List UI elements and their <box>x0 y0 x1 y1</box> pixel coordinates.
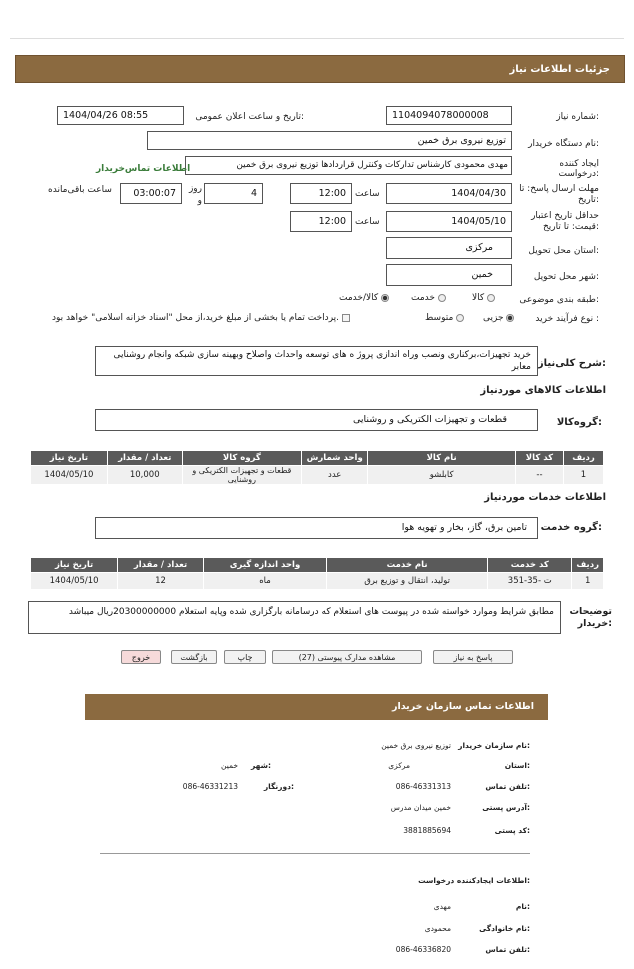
remaining-time-field: 03:00:07 <box>120 183 182 204</box>
days-remaining-field: 4 <box>204 183 263 204</box>
contact-address-label: آدرس پستی: <box>482 803 530 812</box>
services-cell-qty: 12 <box>118 573 204 590</box>
goods-cell-date: 1404/05/10 <box>31 466 108 485</box>
goods-table <box>30 450 604 485</box>
validity-label: حداقل تاریخ اعتبار قیمت: تا تاریخ: <box>531 211 599 232</box>
contact-phone-label: تلفن تماس: <box>485 782 530 791</box>
radio-icon <box>487 294 495 302</box>
category-option-goods[interactable] <box>472 293 495 303</box>
goods-col-code: کد کالا <box>515 451 563 466</box>
contact-address-value: خمین میدان مدرس <box>390 803 451 812</box>
contact-fax-label: دورنگار: <box>263 782 294 791</box>
city-label: شهر محل تحویل: <box>533 272 599 282</box>
province-field: مرکزی <box>386 237 512 259</box>
checkbox-icon <box>342 314 350 322</box>
contact-phone-value: 086-46331313 <box>395 782 451 791</box>
services-cell-code: ت -35-351 <box>488 573 572 590</box>
category-option-goods-service-label: کالا/خدمت <box>339 293 379 303</box>
treasury-payment-option[interactable] <box>52 313 350 323</box>
category-option-service[interactable] <box>411 293 446 303</box>
back-button[interactable]: بازگشت <box>171 650 217 664</box>
days-label: روز و <box>188 184 202 206</box>
services-col-unit: واحد اندازه گیری <box>203 558 326 573</box>
category-option-goods-service[interactable] <box>339 293 389 303</box>
contact-city-label: شهر: <box>251 761 271 770</box>
services-cell-unit: ماه <box>203 573 326 590</box>
notes-label: توضیحات خریدار: <box>569 606 612 629</box>
services-cell-name: تولید، انتقال و توزیع برق <box>327 573 488 590</box>
contact-province-value: مرکزی <box>388 761 410 770</box>
services-group-field: تامین برق، گاز، بخار و تهویه هوا <box>95 517 538 539</box>
services-table-header <box>31 558 604 573</box>
top-divider <box>10 38 624 39</box>
services-cell-row: 1 <box>572 573 604 590</box>
province-label: استان محل تحویل: <box>528 246 599 256</box>
page-header: جزئیات اطلاعات نیاز <box>15 55 625 83</box>
creator-last-name-value: محمودی <box>424 924 451 933</box>
deadline-date-field: 1404/04/30 <box>386 183 512 204</box>
process-option-minor[interactable] <box>483 313 514 323</box>
radio-icon <box>438 294 446 302</box>
services-col-date: تاریخ نیاز <box>31 558 118 573</box>
announce-label: تاریخ و ساعت اعلان عمومی: <box>195 112 304 122</box>
process-option-minor-label: جزیی <box>483 313 504 323</box>
goods-col-group: گروه کالا <box>182 451 301 466</box>
goods-table-header <box>31 451 604 466</box>
city-field: خمین <box>386 264 512 286</box>
contact-divider <box>100 853 530 854</box>
need-number-field: 1104094078000008 <box>386 106 512 125</box>
services-group-label: گروه خدمت: <box>540 522 602 533</box>
process-label: نوع فرآیند خرید : <box>535 314 599 324</box>
radio-selected-icon <box>506 314 514 322</box>
radio-icon <box>456 314 464 322</box>
creator-first-name-value: مهدی <box>433 902 451 911</box>
goods-col-unit: واحد شمارش <box>302 451 368 466</box>
announce-field: 1404/04/26 08:55 <box>57 106 184 125</box>
goods-cell-qty: 10,000 <box>107 466 182 485</box>
category-label: طبقه بندی موضوعی: <box>519 295 599 305</box>
view-attachments-button[interactable]: مشاهده مدارک پیوستی (27) <box>272 650 422 664</box>
notes-field: مطابق شرایط وموارد خواسته شده در پیوست های استعلام که درسامانه بارگزاری شده وپایه استعلام 20300000000ریال میباشد <box>28 601 561 634</box>
contact-org-value: توزیع نیروی برق خمین <box>381 741 451 750</box>
reply-button[interactable]: پاسخ به نیاز <box>433 650 513 664</box>
goods-group-label: گروه‌کالا: <box>556 417 602 428</box>
contact-org-label: نام سازمان خریدار: <box>458 741 530 750</box>
radio-selected-icon <box>381 294 389 302</box>
buyer-field: توزیع نیروی برق خمین <box>147 131 512 150</box>
goods-section-title: اطلاعات کالاهای موردنیاز <box>480 385 606 396</box>
goods-col-name: نام کالا <box>368 451 516 466</box>
goods-cell-group: قطعات و تجهیزات الکتریکی و روشنایی <box>182 466 301 485</box>
services-col-code: کد خدمت <box>488 558 572 573</box>
print-button[interactable]: چاپ <box>224 650 266 664</box>
goods-cell-row: 1 <box>564 466 604 485</box>
process-option-medium[interactable] <box>425 313 464 323</box>
exit-button[interactable]: خروج <box>121 650 161 664</box>
contact-province-label: استان: <box>504 761 530 770</box>
contact-city-value: خمین <box>221 761 238 770</box>
goods-col-row: ردیف <box>564 451 604 466</box>
creator-info-title: اطلاعات ایجادکننده درخواست: <box>418 876 530 885</box>
buyer-label: نام دستگاه خریدار: <box>528 139 599 149</box>
creator-last-name-label: نام خانوادگی: <box>479 924 530 933</box>
goods-group-field: قطعات و تجهیزات الکتریکی و روشنایی <box>95 409 538 431</box>
deadline-time-label: ساعت <box>355 189 380 199</box>
validity-time-field: 12:00 <box>290 211 352 232</box>
need-number-label: شماره نیاز: <box>556 112 599 122</box>
services-col-row: ردیف <box>572 558 604 573</box>
creator-label: ایجاد کننده درخواست: <box>558 159 599 179</box>
category-option-service-label: خدمت <box>411 293 435 303</box>
table-row <box>31 573 604 590</box>
services-table <box>30 557 604 590</box>
category-option-goods-label: کالا <box>472 293 485 303</box>
goods-col-qty: تعداد / مقدار <box>107 451 182 466</box>
services-cell-date: 1404/05/10 <box>31 573 118 590</box>
creator-first-name-label: نام: <box>515 902 530 911</box>
goods-cell-code: -- <box>515 466 563 485</box>
summary-field: خرید تجهیزات،برکناری ونصب وراه اندازی پروژ ه های توسعه واحداث واصلاح وبهینه سازی شبکه وانجام روشنایی معابر <box>95 346 538 376</box>
creator-phone-label: تلفن تماس: <box>485 945 530 954</box>
goods-cell-name: کابلشو <box>368 466 516 485</box>
contact-fax-value: 086-46331213 <box>182 782 238 791</box>
remaining-label: ساعت باقی‌مانده <box>48 185 112 195</box>
process-option-medium-label: متوسط <box>425 313 454 323</box>
goods-col-date: تاریخ نیاز <box>31 451 108 466</box>
services-col-qty: تعداد / مقدار <box>118 558 204 573</box>
services-section-title: اطلاعات خدمات موردنیاز <box>484 492 606 503</box>
creator-field: مهدی محمودی کارشناس تدارکات وکنترل قراردادها توزیع نیروی برق خمین <box>185 156 512 175</box>
buyer-contact-link[interactable]: اطلاعات تماس‌خریدار <box>96 164 191 174</box>
treasury-payment-note: پرداخت تمام یا بخشی از مبلغ خرید،از محل "اسناد خزانه اسلامی" خواهد بود. <box>52 313 340 323</box>
table-row <box>31 466 604 485</box>
validity-time-label: ساعت <box>355 217 380 227</box>
deadline-label: مهلت ارسال پاسخ: تا تاریخ: <box>519 184 599 205</box>
contact-section-header: اطلاعات تماس سازمان خریدار <box>85 694 548 720</box>
contact-postal-value: 3881885694 <box>403 826 451 835</box>
deadline-time-field: 12:00 <box>290 183 352 204</box>
contact-postal-label: کد پستی: <box>494 826 530 835</box>
services-col-name: نام خدمت <box>327 558 488 573</box>
creator-phone-value: 086-46336820 <box>395 945 451 954</box>
summary-label: شرح کلی‌نیاز: <box>537 358 606 369</box>
validity-date-field: 1404/05/10 <box>386 211 512 232</box>
goods-cell-unit: عدد <box>302 466 368 485</box>
